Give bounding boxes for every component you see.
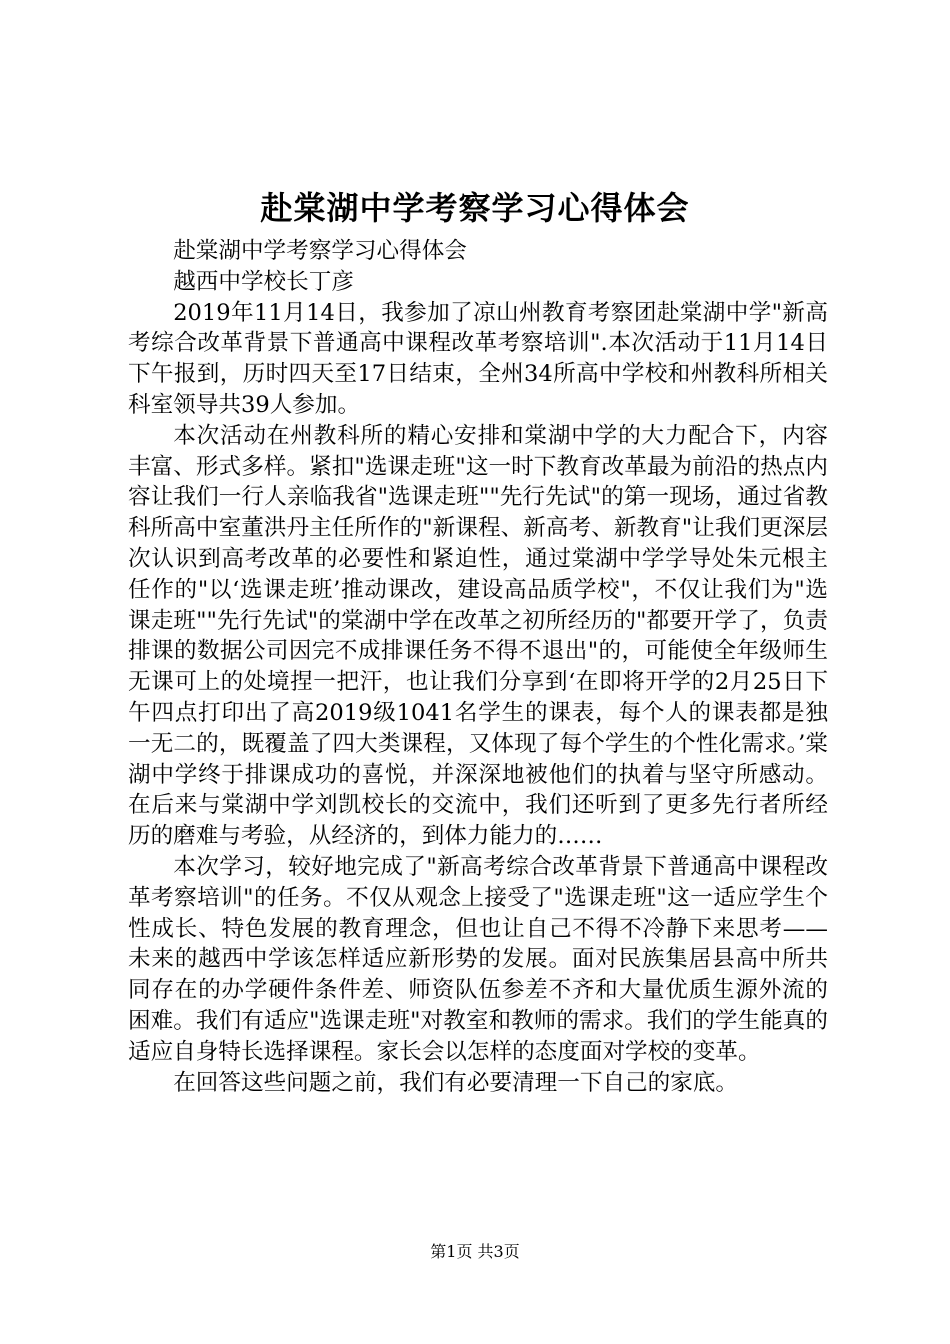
page-number: 第1页 共3页 [430, 1242, 520, 1261]
document-body [128, 236, 828, 1098]
document-title: 赴棠湖中学考察学习心得体会 [260, 189, 690, 227]
paragraph-reflection: 本次学习，较好地完成了"新高考综合改革背景下普通高中课程改革考察培训"的任务。不仅从观念上接受了"选课走班"这一适应学生个性成长、特色发展的教育理念，但也让自己不得不冷静下来思考——未来的越西中学该怎样适应新形势的发展。面对民族集居县高中所共同存在的办学硬件条件差、师资队伍参差不齐和大量优质生源外流的困难。我们有适应"选课走班"对教室和教师的需求。我们的学生能真的适应自身特长选择课程。家长会以怎样的态度面对学校的变革。 [128, 853, 828, 1065]
paragraph-activity: 本次活动在州教科所的精心安排和棠湖中学的大力配合下，内容丰富、形式多样。紧扣"选课走班"这一时下教育改革最为前沿的热点内容让我们一行人亲临我省"选课走班""先行先试"的第一现场，通过省教科所高中室董洪丹主任所作的"新课程、新高考、新教育"让我们更深层次认识到高考改革的必要性和紧迫性，通过棠湖中学学导处朱元根主任作的"以‘选课走班’推动课改，建设高品质学校"，不仅让我们为"选课走班""先行先试"的棠湖中学在改革之初所经历的"都要开学了，负责排课的数据公司因完不成排课任务不得不退出"的，可能使全年级师生无课可上的处境捏一把汗，也让我们分享到‘在即将开学的2月25日下午四点打印出了高2019级1041名学生的课表，每个人的课表都是独一无二的，既覆盖了四大类课程，又体现了每个学生的个性化需求。’棠湖中学终于排课成功的喜悦，并深深地被他们的执着与坚守所感动。在后来与棠湖中学刘凯校长的交流中，我们还听到了更多先行者所经历的磨难与考验，从经济的，到体力能力的…… [128, 422, 828, 850]
paragraph-closing: 在回答这些问题之前，我们有必要清理一下自己的家底。 [173, 1069, 739, 1096]
paragraph-subtitle: 赴棠湖中学考察学习心得体会 [173, 238, 467, 264]
paragraph-intro: 2019年11月14日，我参加了凉山州教育考察团赴棠湖中学"新高考综合改革背景下普通高中课程改革考察培训".本次活动于11月14日下午报到，历时四天至17日结束，全州34所高中学校和州教科所相关科室领导共39人参加。 [128, 299, 828, 418]
paragraph-author: 越西中学校长丁彦 [173, 268, 354, 295]
